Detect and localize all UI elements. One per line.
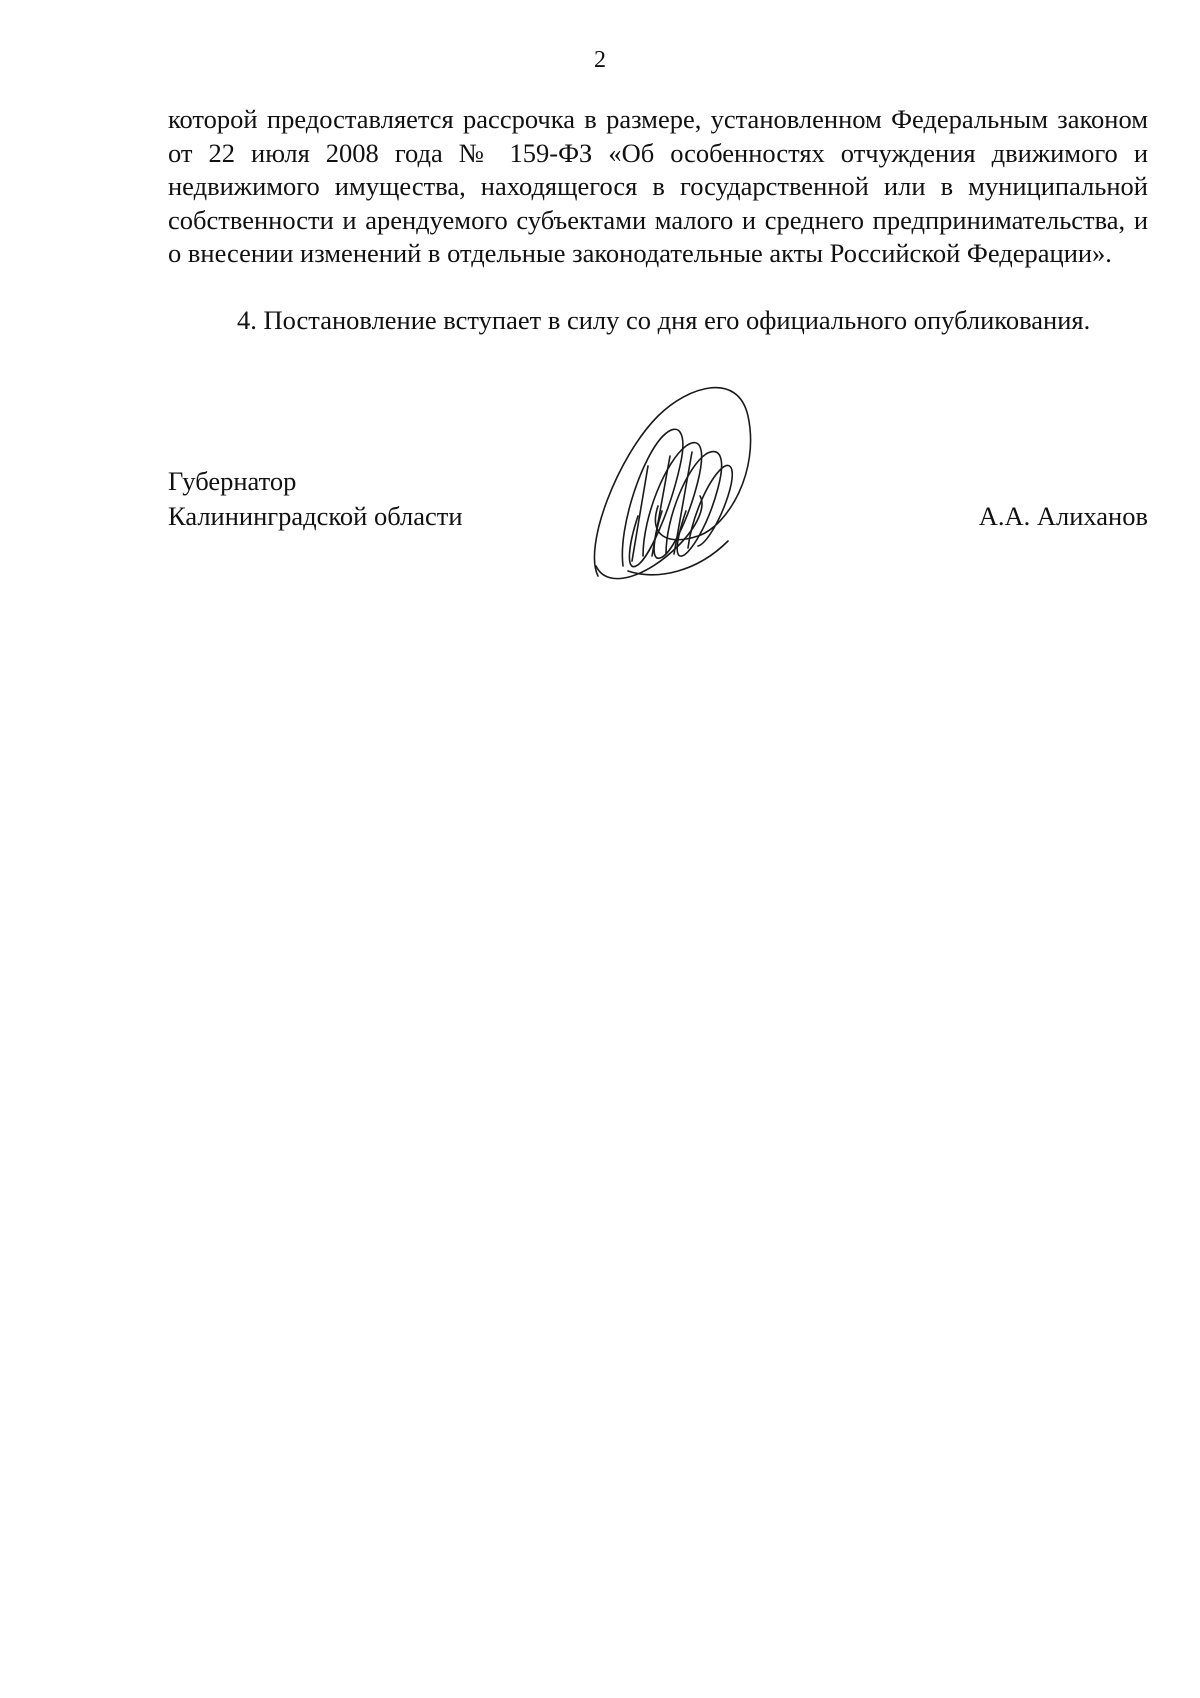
paragraph-continuation: которой предоставляется рассрочка в размере, установленном Федеральным законом от 22 июля 2008 года № 159-ФЗ «Об особенностях отчуждения движимого и недвижимого имущества, находящегося в государственной или в муниципальной собственности и арендуемого субъектами малого и среднего предпринимательства, и о внесении изменений в отдельные законодательные акты Российской Федерации». (168, 104, 1148, 268)
position-title: Губернатор (168, 466, 297, 496)
signatory-position (168, 464, 463, 534)
signatory-name: А.А. Алиханов (978, 501, 1148, 531)
position-region: Калининградской области (168, 501, 463, 531)
paragraph-item-4: 4. Постановление вступает в силу со дня его официального опубликования. (237, 305, 1091, 335)
handwritten-signature-icon (588, 376, 768, 591)
page-number: 2 (594, 47, 606, 73)
